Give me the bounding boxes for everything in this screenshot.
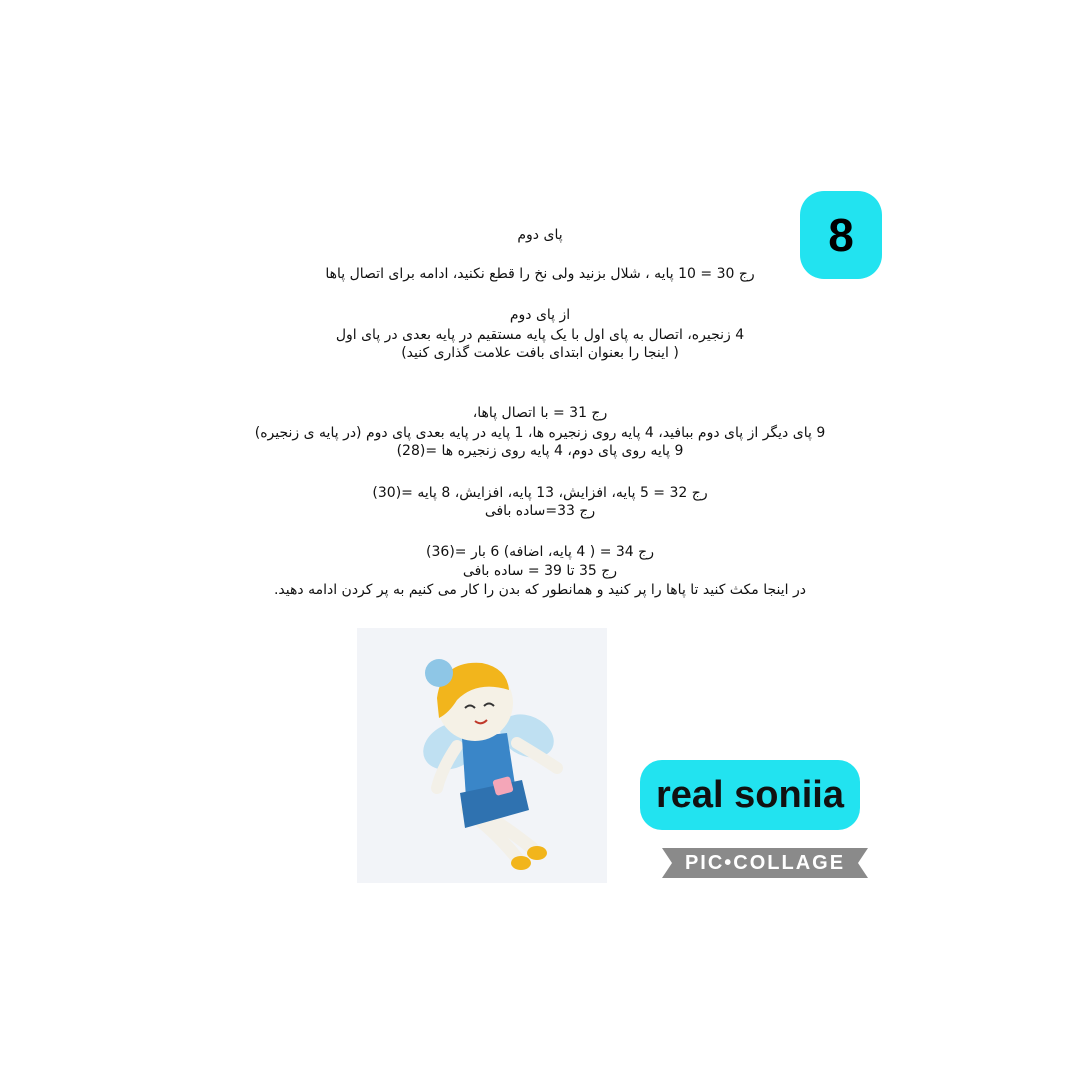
pattern-line: رج 34 = ( 4 پایه، اضافه) 6 بار =(36)	[426, 544, 654, 560]
pattern-line: رج 30 = 10 پایه ، شلال بزنید ولی نخ را قطع نکنید، ادامه برای اتصال پاها	[325, 266, 755, 282]
doll-shoe	[511, 856, 531, 870]
page-number: 8	[828, 209, 854, 261]
pattern-line: رج 31 = با اتصال پاها،	[472, 405, 608, 421]
pattern-line: رج 35 تا 39 = ساده بافی	[462, 563, 618, 579]
doll-shoe	[527, 846, 547, 860]
pic-collage-watermark	[662, 848, 868, 878]
pattern-line: ( اینجا را بعنوان ابتدای بافت علامت گذاری کنید)	[401, 345, 679, 361]
pattern-line: 9 پای دیگر از پای دوم ببافید، 4 پایه روی زنجیره ها، 1 پایه در پایه بعدی پای دوم (در پایه ی زنجیره)	[254, 425, 826, 441]
brand-label: real soniia	[656, 773, 844, 816]
amigurumi-doll-photo	[357, 628, 607, 883]
brand-label-pill	[640, 760, 860, 830]
doll-bun	[425, 659, 453, 687]
pattern-title: پای دوم	[517, 227, 563, 243]
doll-illustration	[357, 628, 607, 883]
pattern-line: 9 پایه روی پای دوم، 4 پایه روی زنجیره ها =(28)	[396, 443, 684, 459]
pattern-line: رج 32 = 5 پایه، افزایش، 13 پایه، افزایش، 8 پایه =(30)	[372, 485, 708, 501]
watermark-text: PIC•COLLAGE	[684, 852, 846, 874]
pattern-line: 4 زنجیره، اتصال به پای اول با یک پایه مستقیم در پایه بعدی در پای اول	[335, 327, 745, 343]
pattern-line: از پای دوم	[509, 307, 571, 323]
pattern-line: در اینجا مکث کنید تا پاها را پر کنید و همانطور که بدن را کار می کنیم به پر کردن ادامه دهید.	[273, 582, 806, 598]
pattern-line: رج 33=ساده بافی	[484, 503, 596, 519]
